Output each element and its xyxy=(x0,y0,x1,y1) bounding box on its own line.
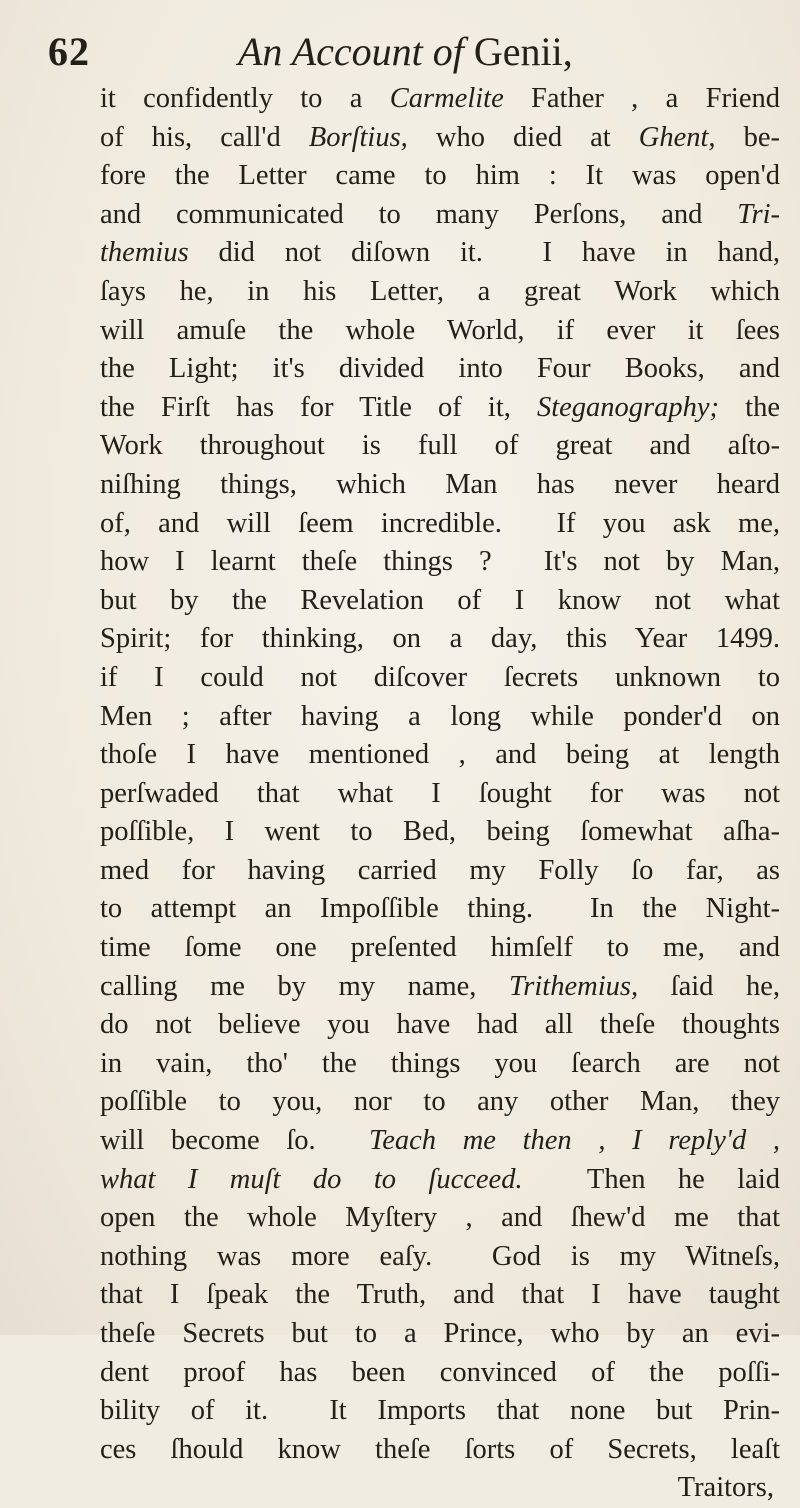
text-line xyxy=(100,234,780,273)
text-run: if I could not diſcover ſecrets unknown to xyxy=(100,661,780,693)
text-run: theſe Secrets but to a Prince, who by an evi- xyxy=(100,1318,780,1349)
text-line xyxy=(100,1083,780,1122)
text-run: it confidently to a xyxy=(100,83,390,114)
text-line xyxy=(100,543,780,582)
italic-run: Teach me then , I reply'd , xyxy=(368,1125,781,1157)
text-run: bility of it. It Imports that none but Prin- xyxy=(100,1395,780,1427)
text-run: ſays he, in his Letter, a great Work which xyxy=(100,275,780,307)
text-line xyxy=(100,196,780,235)
text-line xyxy=(100,1315,780,1354)
italic-run: Trithemius, xyxy=(509,970,639,1002)
text-run: the Firſt has for Title of it, xyxy=(100,391,537,423)
running-title-italic: An Account of xyxy=(238,29,464,74)
text-run: poſſible to you, nor to any other Man, they xyxy=(100,1086,780,1118)
text-run: the Light; it's divided into Four Books, and xyxy=(100,353,780,385)
text-line xyxy=(100,1199,780,1238)
text-run: of his, call'd xyxy=(100,121,309,153)
text-run: niſhing things, which Man has never heard xyxy=(100,468,780,500)
text-line xyxy=(100,698,780,737)
text-line xyxy=(100,775,780,814)
text-line xyxy=(100,620,780,659)
text-run: will become ſo. xyxy=(100,1125,369,1157)
text-line xyxy=(100,466,780,505)
text-run: Then he laid xyxy=(522,1163,780,1195)
text-run: of, and will ſeem incredible. If you ask me, xyxy=(100,507,780,539)
page-number: 62 xyxy=(48,29,90,74)
body-text xyxy=(100,80,780,1508)
text-line xyxy=(100,157,780,196)
text-run: ſaid he, xyxy=(638,970,781,1002)
text-run: in vain, tho' the things you ſearch are not xyxy=(100,1047,780,1079)
text-line xyxy=(100,505,780,544)
text-line xyxy=(100,582,780,621)
text-run: nothing was more eaſy. God is my Witneſs, xyxy=(100,1240,780,1272)
text-run: Men ; after having a long while ponder'd on xyxy=(100,700,780,732)
text-run: will amuſe the whole World, if ever it ſees xyxy=(100,314,780,346)
text-run: dent proof has been convinced of the poſſi- xyxy=(100,1356,780,1388)
text-line xyxy=(100,1469,780,1508)
text-line xyxy=(100,813,780,852)
running-title-roman: Genii, xyxy=(463,29,573,74)
text-line xyxy=(100,852,780,891)
text-line xyxy=(100,80,780,119)
italic-run: themius xyxy=(100,237,189,269)
text-line xyxy=(100,1161,780,1200)
text-line xyxy=(100,312,780,351)
italic-run: Steganography; xyxy=(536,391,720,423)
text-line xyxy=(100,736,780,775)
text-run: fore the Letter came to him : It was open'd xyxy=(100,160,780,192)
text-run: be- xyxy=(715,121,780,153)
text-line xyxy=(100,659,780,698)
text-line xyxy=(100,929,780,968)
text-line xyxy=(100,119,780,158)
italic-run: Borſtius, xyxy=(308,121,408,153)
text-run: thoſe I have mentioned , and being at length xyxy=(100,739,780,771)
text-run: med for having carried my Folly ſo far, as xyxy=(100,854,780,886)
text-line xyxy=(100,890,780,929)
italic-run: Tri- xyxy=(737,198,780,230)
text-run: that I ſpeak the Truth, and that I have taught xyxy=(100,1279,780,1311)
running-title xyxy=(238,28,573,75)
text-line xyxy=(100,1392,780,1431)
text-line xyxy=(100,968,780,1007)
italic-run: Ghent, xyxy=(638,121,716,153)
text-line xyxy=(100,1354,780,1393)
text-run: how I learnt theſe things ? It's not by Man, xyxy=(100,546,780,578)
text-run: open the whole Myſtery , and ſhew'd me that xyxy=(100,1202,780,1234)
text-run: Father , a Friend xyxy=(503,83,780,114)
text-run: who died at xyxy=(407,121,639,153)
text-run: did not diſown it. I have in hand, xyxy=(188,237,780,269)
text-run: Traitors, xyxy=(677,1472,774,1504)
text-run: Work throughout is full of great and aſto- xyxy=(100,430,780,462)
italic-run: Carmelite xyxy=(389,83,504,114)
italic-run: what I muſt do to ſucceed. xyxy=(100,1163,523,1195)
text-run: calling me by my name, xyxy=(100,970,510,1002)
text-line xyxy=(100,1276,780,1315)
text-line xyxy=(100,1431,780,1470)
text-run: do not believe you have had all theſe thoughts xyxy=(100,1009,780,1041)
text-run: but by the Revelation of I know not what xyxy=(100,584,780,616)
text-run: poſſible, I went to Bed, being ſomewhat aſha- xyxy=(100,816,780,848)
text-run: and communicated to many Perſons, and xyxy=(100,198,738,230)
text-line xyxy=(100,350,780,389)
text-line xyxy=(100,1238,780,1277)
text-run: Spirit; for thinking, on a day, this Year 1499. xyxy=(100,623,780,655)
text-line xyxy=(100,1006,780,1045)
text-run: ces ſhould know theſe ſorts of Secrets, leaſt xyxy=(100,1433,780,1465)
text-run: the xyxy=(719,391,780,423)
text-line xyxy=(100,1122,780,1161)
text-line xyxy=(100,389,780,428)
page-header xyxy=(48,28,768,88)
text-run: time ſome one preſented himſelf to me, and xyxy=(100,932,780,964)
text-line xyxy=(100,273,780,312)
text-run: to attempt an Impoſſible thing. In the Night- xyxy=(100,893,780,925)
text-run: perſwaded that what I ſought for was not xyxy=(100,777,780,809)
text-line xyxy=(100,1045,780,1084)
text-line xyxy=(100,427,780,466)
